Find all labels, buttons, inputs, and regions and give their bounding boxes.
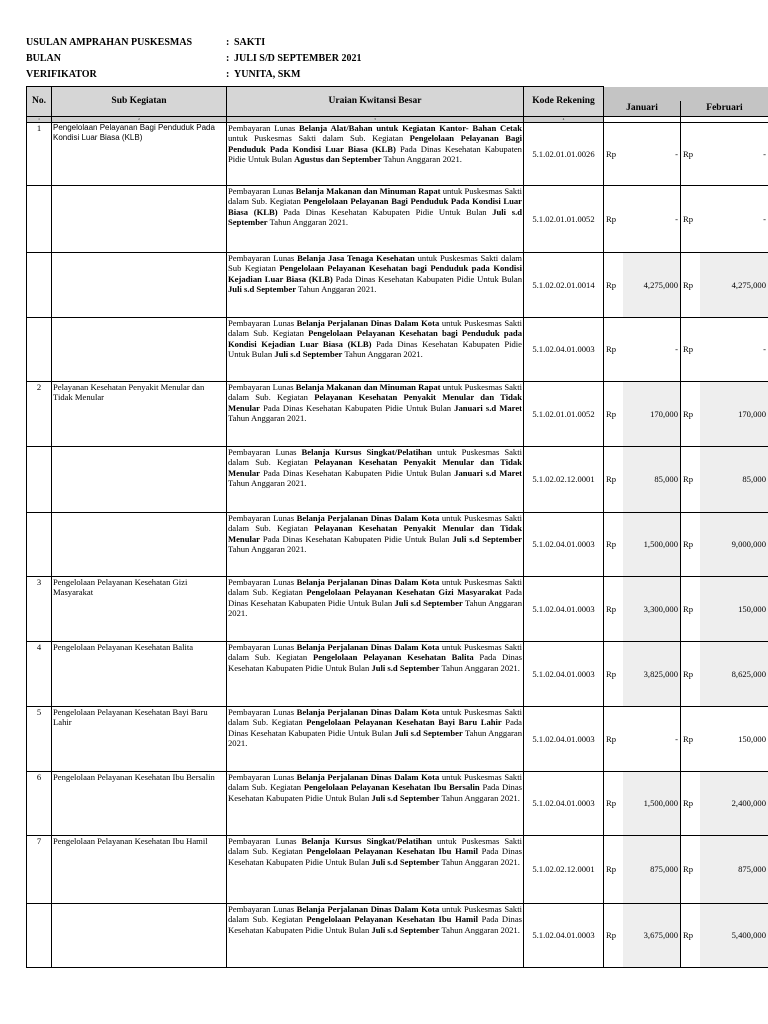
currency-label: Rp xyxy=(604,513,623,577)
row-number xyxy=(27,904,52,968)
uraian-bold: Pelayanan Kesehatan Penyakit Menular dan Tidak Menular xyxy=(228,457,522,478)
uraian-text xyxy=(227,318,524,382)
table-row xyxy=(27,253,768,318)
currency-label: Rp xyxy=(681,513,700,577)
uraian-bold: Pengelolaan Pelayanan Kesehatan Bayi Baru Lahir xyxy=(306,717,502,728)
sub-kegiatan xyxy=(52,253,227,318)
usulan-value: SAKTI xyxy=(234,37,266,48)
uraian-text xyxy=(227,642,524,707)
uraian-part: Pembayaran Lunas xyxy=(228,253,298,263)
uraian-bold: Pengelolaan Pelayanan Bagi Penduduk Pada Kondisi Luar Biasa (KLB) xyxy=(228,196,522,217)
row-number xyxy=(27,318,52,382)
uraian-bold: Juli s.d September xyxy=(371,856,440,867)
table-row xyxy=(27,772,768,836)
kode-rekening: 5.1.02.01.01.0052 xyxy=(524,186,604,253)
document-header xyxy=(26,35,362,83)
sub-kegiatan: Pengelolaan Pelayanan Bagi Penduduk Pada Kondisi Luar Biasa (KLB) xyxy=(52,123,227,186)
uraian-part: Pada Dinas Kesehatan Kabupaten Pidie Untuk Bulan xyxy=(259,402,455,413)
sub-kegiatan: Pengelolaan Pelayanan Kesehatan Ibu Bersalin xyxy=(52,772,227,836)
row-number: 3 xyxy=(27,577,52,642)
uraian-bold: Juli s.d September xyxy=(371,662,440,673)
uraian-bold: Juli s.d September xyxy=(394,727,463,738)
uraian-part: Pada Dinas Kesehatan Kabupaten Pidie Untuk Bulan xyxy=(228,717,522,738)
uraian-bold: Juli s.d September xyxy=(371,792,440,803)
table-row xyxy=(27,123,768,186)
verifikator-value: YUNITA, SKM xyxy=(234,69,301,80)
februari-amount: 4,275,000 xyxy=(700,253,768,318)
uraian-part: Pada Dinas Kesehatan Kabupaten Pidie Untuk Bulan xyxy=(228,143,522,165)
row-number: 1 xyxy=(27,123,52,186)
uraian-part: Pada Dinas Kesehatan Kabupaten Pidie Untuk Bulan xyxy=(332,273,522,284)
row-number xyxy=(27,253,52,318)
currency-label: Rp xyxy=(604,318,623,382)
uraian-bold: Pengelolaan Pelayanan Kesehatan Ibu Hamil xyxy=(306,846,478,857)
col-number: 4 xyxy=(524,117,604,123)
uraian-part: Pembayaran Lunas xyxy=(228,513,297,523)
uraian-part: Tahun Anggaran 2021. xyxy=(228,597,522,619)
uraian-part: Pembayaran Lunas xyxy=(228,123,300,133)
januari-amount: 3,300,000 xyxy=(623,577,681,642)
uraian-part: Pada Dinas Kesehatan Kabupaten Pidie Untuk Bulan xyxy=(228,846,522,867)
header-bulan xyxy=(26,51,362,67)
uraian-part: Tahun Anggaran 2021. xyxy=(439,856,520,867)
sub-kegiatan xyxy=(52,186,227,253)
januari-amount: 3,825,000 xyxy=(623,642,681,707)
uraian-part: Tahun Anggaran 2021. xyxy=(381,154,462,165)
februari-amount: 9,000,000 xyxy=(700,513,768,577)
currency-label: Rp xyxy=(681,382,700,447)
januari-amount: - xyxy=(623,707,681,772)
uraian-part: Pembayaran Lunas xyxy=(228,904,297,914)
februari-amount: 5,400,000 xyxy=(700,904,768,968)
currency-label: Rp xyxy=(681,253,700,318)
uraian-part: untuk Puskesmas Sakti dalam Sub. Kegiatan xyxy=(228,707,522,728)
kode-rekening: 5.1.02.04.01.0003 xyxy=(524,513,604,577)
currency-label: Rp xyxy=(681,904,700,968)
currency-label: Rp xyxy=(681,836,700,904)
row-number: 5 xyxy=(27,707,52,772)
januari-amount: - xyxy=(623,318,681,382)
uraian-bold: Pengelolaan Pelayanan Bagi Penduduk Pada Kondisi Luar Biasa (KLB) xyxy=(228,133,522,154)
currency-label: Rp xyxy=(681,318,700,382)
uraian-part: Pembayaran Lunas xyxy=(228,772,297,782)
uraian-bold: Pelayanan Kesehatan Penyakit Menular dan Tidak Menular xyxy=(228,523,522,544)
uraian-bold: Belanja Perjalanan Dinas Dalam Kota xyxy=(296,707,440,717)
col-no-header: No. xyxy=(27,87,52,117)
col-januari-header: Januari xyxy=(604,101,681,117)
table-row xyxy=(27,707,768,772)
uraian-text xyxy=(227,513,524,577)
amprahan-table xyxy=(26,86,768,968)
uraian-part: Tahun Anggaran 2021. xyxy=(228,727,522,749)
uraian-bold: Belanja Perjalanan Dinas Dalam Kota xyxy=(296,772,440,782)
februari-amount: 170,000 xyxy=(700,382,768,447)
header-row-top xyxy=(27,87,768,101)
verifikator-label: VERIFIKATOR xyxy=(26,69,97,80)
row-number xyxy=(27,447,52,513)
uraian-text xyxy=(227,707,524,772)
table-row xyxy=(27,513,768,577)
uraian-part: Tahun Anggaran 2021. xyxy=(439,924,520,935)
uraian-bold: Juli s.d September xyxy=(452,533,522,544)
currency-label: Rp xyxy=(604,447,623,513)
uraian-bold: Belanja Perjalanan Dinas Dalam Kota xyxy=(296,513,440,523)
table-row xyxy=(27,447,768,513)
uraian-part: Pembayaran Lunas xyxy=(228,447,302,457)
currency-label: Rp xyxy=(681,642,700,707)
currency-label: Rp xyxy=(604,642,623,707)
uraian-part: untuk Puskesmas Sakti dalam Sub. Kegiatan xyxy=(228,447,523,468)
sub-kegiatan xyxy=(52,447,227,513)
row-number: 6 xyxy=(27,772,52,836)
header-usulan xyxy=(26,35,362,51)
kode-rekening: 5.1.02.04.01.0003 xyxy=(524,642,604,707)
currency-label: Rp xyxy=(604,836,623,904)
uraian-bold: Belanja Jasa Tenaga Kesehatan xyxy=(297,253,415,263)
februari-amount: - xyxy=(700,318,768,382)
februari-amount: 8,625,000 xyxy=(700,642,768,707)
table-row xyxy=(27,577,768,642)
februari-amount: 875,000 xyxy=(700,836,768,904)
uraian-text xyxy=(227,447,524,513)
currency-label: Rp xyxy=(681,447,700,513)
months-header-band xyxy=(604,87,768,101)
januari-amount: - xyxy=(623,186,681,253)
col-number: 2 xyxy=(52,117,227,123)
currency-label: Rp xyxy=(604,186,623,253)
uraian-bold: Pengelolaan Pelayanan Kesehatan Ibu Bersalin xyxy=(303,782,480,793)
currency-label: Rp xyxy=(604,707,623,772)
sub-kegiatan xyxy=(52,904,227,968)
uraian-part: Pembayaran Lunas xyxy=(228,186,296,196)
uraian-bold: Belanja Makanan dan Minuman Rapat xyxy=(295,382,441,392)
uraian-bold: Belanja Alat/Bahan untuk Kegiatan Kantor- Bahan Cetak xyxy=(299,123,522,133)
uraian-part: Pembayaran Lunas xyxy=(228,642,297,652)
currency-label: Rp xyxy=(681,123,700,186)
col-sub-header: Sub Kegiatan xyxy=(52,87,227,117)
uraian-part: Pembayaran Lunas xyxy=(228,382,296,392)
sub-kegiatan: Pengelolaan Pelayanan Kesehatan Bayi Baru Lahir xyxy=(52,707,227,772)
februari-amount: 150,000 xyxy=(700,707,768,772)
sub-kegiatan: Pengelolaan Pelayanan Kesehatan Ibu Hamil xyxy=(52,836,227,904)
uraian-bold: Pengelolaan Pelayanan Kesehatan Balita xyxy=(312,652,474,663)
uraian-part: Pembayaran Lunas xyxy=(228,577,297,587)
uraian-bold: Pengelolaan Pelayanan Kesehatan bagi Penduduk pada Kondisi Kejadian Luar Biasa (KLB) xyxy=(228,263,522,284)
uraian-text xyxy=(227,186,524,253)
sub-kegiatan: Pengelolaan Pelayanan Kesehatan Balita xyxy=(52,642,227,707)
uraian-bold: Belanja Perjalanan Dinas Dalam Kota xyxy=(296,904,440,914)
colon: : xyxy=(226,37,230,48)
row-number xyxy=(27,186,52,253)
sub-kegiatan: Pengelolaan Pelayanan Kesehatan Gizi Masyarakat xyxy=(52,577,227,642)
kode-rekening: 5.1.02.02.12.0001 xyxy=(524,447,604,513)
uraian-bold: Agustus dan September xyxy=(294,154,382,165)
februari-amount: 2,400,000 xyxy=(700,772,768,836)
kode-rekening: 5.1.02.01.01.0052 xyxy=(524,382,604,447)
uraian-part: Pembayaran Lunas xyxy=(228,836,302,846)
uraian-part: Tahun Anggaran 2021. xyxy=(296,284,377,295)
uraian-part: Tahun Anggaran 2021. xyxy=(267,217,349,228)
sub-kegiatan xyxy=(52,513,227,577)
kode-rekening: 5.1.02.04.01.0003 xyxy=(524,577,604,642)
kode-rekening: 5.1.02.01.01.0026 xyxy=(524,123,604,186)
uraian-part: Pada Dinas Kesehatan Kabupaten Pidie Untuk Bulan xyxy=(228,587,522,608)
februari-amount: 150,000 xyxy=(700,577,768,642)
uraian-part: untuk Puskesmas Sakti dalam Sub. Kegiatan xyxy=(228,318,522,339)
currency-label: Rp xyxy=(681,577,700,642)
uraian-part: Tahun Anggaran 2021. xyxy=(228,478,307,489)
uraian-bold: Belanja Kursus Singkat/Pelatihan xyxy=(301,836,432,846)
uraian-part: Tahun Anggaran 2021. xyxy=(439,792,520,803)
currency-label: Rp xyxy=(681,707,700,772)
kode-rekening: 5.1.02.04.01.0003 xyxy=(524,772,604,836)
kode-rekening: 5.1.02.04.01.0003 xyxy=(524,707,604,772)
uraian-part: untuk Puskesmas Sakti dalam Sub Kegiatan xyxy=(228,253,522,274)
uraian-bold: Belanja Perjalanan Dinas Dalam Kota xyxy=(296,318,440,328)
uraian-bold: Pelayanan Kesehatan Penyakit Menular dan Tidak Menular xyxy=(228,392,522,413)
uraian-bold: Belanja Perjalanan Dinas Dalam Kota xyxy=(296,577,440,587)
uraian-bold: Juli s.d September xyxy=(274,349,343,360)
currency-label: Rp xyxy=(604,253,623,318)
uraian-part: Pembayaran Lunas xyxy=(228,707,297,717)
currency-label: Rp xyxy=(604,772,623,836)
sub-kegiatan: Pelayanan Kesehatan Penyakit Menular dan Tidak Menular xyxy=(52,382,227,447)
februari-amount: - xyxy=(700,186,768,253)
table-row xyxy=(27,904,768,968)
uraian-text xyxy=(227,382,524,447)
colon: : xyxy=(226,69,230,80)
kode-rekening: 5.1.02.02.12.0001 xyxy=(524,836,604,904)
uraian-part: Pada Dinas Kesehatan Kabupaten Pidie Untuk Bulan xyxy=(228,652,522,673)
kode-rekening: 5.1.02.02.01.0014 xyxy=(524,253,604,318)
uraian-text xyxy=(227,123,524,186)
table-row xyxy=(27,642,768,707)
uraian-text xyxy=(227,836,524,904)
uraian-part: untuk Puskesmas Sakti dalam Sub. Kegiatan xyxy=(228,133,410,144)
uraian-part: untuk Puskesmas Sakti dalam Sub. Kegiatan xyxy=(228,382,522,403)
usulan-label: USULAN AMPRAHAN PUSKESMAS xyxy=(26,37,193,48)
uraian-part: Pembayaran Lunas xyxy=(228,318,297,328)
row-number: 4 xyxy=(27,642,52,707)
col-number: 1 xyxy=(27,117,52,123)
januari-amount: - xyxy=(623,123,681,186)
uraian-part: untuk Puskesmas Sakti dalam Sub. Kegiatan xyxy=(228,577,522,598)
table-row xyxy=(27,186,768,253)
uraian-part: Pada Dinas Kesehatan Kabupaten Pidie Untuk Bulan xyxy=(259,467,455,478)
uraian-part: Pada Dinas Kesehatan Kabupaten Pidie Untuk Bulan xyxy=(277,206,493,217)
januari-amount: 1,500,000 xyxy=(623,513,681,577)
januari-amount: 4,275,000 xyxy=(623,253,681,318)
uraian-bold: Belanja Kursus Singkat/Pelatihan xyxy=(301,447,432,457)
uraian-text xyxy=(227,772,524,836)
uraian-bold: Pengelolaan Pelayanan Kesehatan Ibu Hamil xyxy=(306,914,478,925)
januari-amount: 1,500,000 xyxy=(623,772,681,836)
currency-label: Rp xyxy=(604,123,623,186)
uraian-part: Tahun Anggaran 2021. xyxy=(439,662,520,673)
uraian-part: untuk Puskesmas Sakti dalam Sub. Kegiatan xyxy=(228,904,522,925)
uraian-bold: Januari s.d Maret xyxy=(454,402,523,413)
bulan-value: JULI S/D SEPTEMBER 2021 xyxy=(234,53,362,64)
uraian-text xyxy=(227,577,524,642)
uraian-bold: Pengelolaan Pelayanan Kesehatan bagi Penduduk pada Kondisi Kejadian Luar Biasa (KLB) xyxy=(228,328,523,349)
uraian-bold: Pengelolaan Pelayanan Kesehatan Gizi Masyarakat xyxy=(306,587,502,598)
januari-amount: 170,000 xyxy=(623,382,681,447)
uraian-bold: Juli s.d September xyxy=(228,206,522,228)
uraian-bold: Juli s.d September xyxy=(371,924,440,935)
uraian-part: Tahun Anggaran 2021. xyxy=(228,413,307,424)
uraian-text xyxy=(227,253,524,318)
col-februari-header: Februari xyxy=(681,101,768,117)
februari-amount: - xyxy=(700,123,768,186)
uraian-part: untuk Puskesmas Sakti dalam Sub. Kegiatan xyxy=(228,772,522,793)
currency-label: Rp xyxy=(681,772,700,836)
currency-label: Rp xyxy=(681,186,700,253)
uraian-text xyxy=(227,904,524,968)
uraian-part: untuk Puskesmas Sakti dalam Sub. Kegiatan xyxy=(228,642,522,663)
uraian-bold: Belanja Perjalanan Dinas Dalam Kota xyxy=(296,642,440,652)
januari-amount: 3,675,000 xyxy=(623,904,681,968)
uraian-bold: Januari s.d Maret xyxy=(454,467,523,478)
uraian-part: Pada Dinas Kesehatan Kabupaten Pidie Untuk Bulan xyxy=(228,338,522,360)
colon: : xyxy=(226,53,230,64)
row-number: 2 xyxy=(27,382,52,447)
bulan-label: BULAN xyxy=(26,53,62,64)
uraian-part: Tahun Anggaran 2021. xyxy=(228,544,307,555)
uraian-part: Pada Dinas Kesehatan Kabupaten Pidie Untuk Bulan xyxy=(259,533,453,544)
table-row xyxy=(27,836,768,904)
col-uraian-header: Uraian Kwitansi Besar xyxy=(227,87,524,117)
sub-kegiatan xyxy=(52,318,227,382)
uraian-part: Pada Dinas Kesehatan Kabupaten Pidie Untuk Bulan xyxy=(228,914,522,935)
februari-amount: 85,000 xyxy=(700,447,768,513)
header-verifikator xyxy=(26,67,362,83)
januari-amount: 85,000 xyxy=(623,447,681,513)
uraian-part: Tahun Anggaran 2021. xyxy=(342,349,423,360)
uraian-bold: Juli s.d September xyxy=(228,284,297,295)
currency-label: Rp xyxy=(604,904,623,968)
col-kode-header: Kode Rekening xyxy=(524,87,604,117)
januari-amount: 875,000 xyxy=(623,836,681,904)
uraian-part: untuk Puskesmas Sakti dalam Sub. Kegiatan xyxy=(228,513,522,534)
uraian-part: Pada Dinas Kesehatan Kabupaten Pidie Untuk Bulan xyxy=(228,782,522,803)
uraian-part: untuk Puskesmas Sakti dalam Sub. Kegiatan xyxy=(228,836,523,857)
uraian-part: untuk Puskesmas Sakti dalam Sub. Kegiatan xyxy=(228,186,522,207)
currency-label: Rp xyxy=(604,577,623,642)
currency-label: Rp xyxy=(604,382,623,447)
kode-rekening: 5.1.02.04.01.0003 xyxy=(524,318,604,382)
col-number: 3 xyxy=(227,117,524,123)
table-row xyxy=(27,318,768,382)
table-row xyxy=(27,382,768,447)
row-number xyxy=(27,513,52,577)
uraian-bold: Belanja Makanan dan Minuman Rapat xyxy=(295,186,441,196)
kode-rekening: 5.1.02.04.01.0003 xyxy=(524,904,604,968)
row-number: 7 xyxy=(27,836,52,904)
uraian-bold: Juli s.d September xyxy=(394,597,463,608)
